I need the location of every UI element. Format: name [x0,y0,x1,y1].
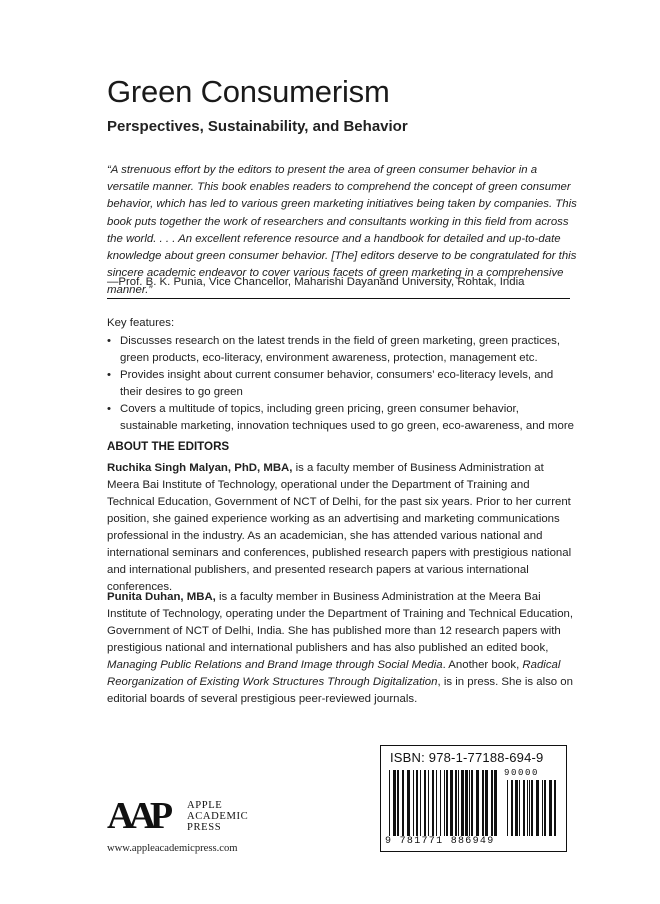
barcode-bar [485,770,488,836]
barcode-bar [444,770,445,836]
key-features-heading: Key features: [107,317,175,329]
publisher-name [187,800,248,833]
barcode-bar [554,780,556,836]
publisher-name-line: APPLE [187,800,223,811]
bullet-icon: • [107,335,111,347]
barcode-bar [402,770,404,836]
barcode-bar [455,770,457,836]
editor-bio-text: is a faculty member of Business Administration at Meera Bai Institute of Technology, operational under the Department of Training and Technical Education, Government of NCT of Delhi, for the past six years. Prior to her current position, she gained experience working as an advertising and marketing communications professional in the industry. As an academician, she has attended various national and international seminars and conferences, published research papers with prestigious national and international publishers, and presented research papers at various international conferences. [107,462,572,593]
ean-barcode [389,770,499,836]
barcode-bar [482,770,484,836]
barcode-bar [440,770,441,836]
list-item [107,333,577,367]
book-title-italic: Radical Reorganization of Existing Work Structures Through Digitalization [107,659,561,688]
book-subtitle: Perspectives, Sustainability, and Behavior [107,118,408,135]
barcode-bar [413,770,414,836]
list-item [107,401,577,435]
list-item [107,367,577,401]
endorsement-quote: “A strenuous effort by the editors to present the area of green consumer behavior in a versatile manner. This book enables readers to comprehend the concept of green consumer behavior, which has led to various green marketing initiatives being taken by companies. This book puts together the work of researchers and consultants working in this field from across the world. . . . An excellent reference resource and a handbook for detailed and up-to-date knowledge about green consumer behavior. [The] editors deserve to be congratulated for this sincere academic endeavor to cover various facets of green marketing in a comprehensive manner.” [107,164,577,297]
barcode-bar [407,770,410,836]
barcode-bar [544,780,546,836]
divider-rule [107,298,570,299]
key-features-list [107,333,577,435]
barcode-bar [549,780,552,836]
editor-bio-malyan [107,460,577,596]
barcode-bar [523,780,525,836]
barcode-bar [494,770,497,836]
feature-text: Discusses research on the latest trends in the field of green marketing, green practices, green products, eco-literacy, environment awareness, protection, management etc. [120,335,561,364]
barcode-bar [461,770,464,836]
barcode-bar [420,770,421,836]
barcode-bar [542,780,543,836]
barcode-bar [446,770,448,836]
barcode-bar [476,770,479,836]
barcode-bar [450,770,453,836]
editor-name: Ruchika Singh Malyan, PhD, MBA, [107,462,293,474]
barcode-bar [511,780,513,836]
barcode-bar [507,780,508,836]
barcode-bar [465,770,468,836]
publisher-name-line: ACADEMIC [187,811,249,822]
editor-bio-text: . Another book, [442,659,523,671]
editor-bio-text: is a faculty member in Business Administration at the Meera Bai Institute of Technology, operating under the Department of Training and Technical Education, Government of NCT of Delhi, India. She has published more than 12 research papers with prestigious national and international publishers and has also published an edited book, [107,591,574,654]
book-title-italic: Managing Public Relations and Brand Image through Social Media [107,659,443,671]
feature-text: Provides insight about current consumer behavior, consumers’ eco-literacy levels, and their desires to go green [120,369,554,398]
bullet-icon: • [107,369,111,381]
barcode-bar [428,770,429,836]
barcode-bar [393,770,396,836]
publisher-logo [107,796,267,836]
barcode-bar [491,770,493,836]
barcode-bar [515,780,518,836]
barcode-bar [529,780,530,836]
barcode-bar [519,780,520,836]
barcode-bar [458,770,459,836]
isbn-label: ISBN: 978-1-77188-694-9 [390,750,544,765]
editor-name: Punita Duhan, MBA, [107,591,216,603]
barcode-bar [416,770,418,836]
bullet-icon: • [107,403,111,415]
addon-barcode [507,780,559,836]
publisher-name-line: PRESS [187,822,222,833]
barcode-bar [536,780,539,836]
price-code: 90000 [504,768,540,778]
barcode-bar [389,770,390,836]
endorsement-attribution: —Prof. B. K. Punia, Vice Chancellor, Maharishi Dayanand University, Rohtak, India [107,276,525,288]
feature-text: Covers a multitude of topics, including green pricing, green consumer behavior, sustainable marketing, innovation techniques used to go green, eco-awareness, and more [120,403,575,432]
barcode-bar [471,770,473,836]
barcode-bar [531,780,533,836]
editor-bio-text: , is in press. She is also on editorial boards of several prestigious peer-reviewed journals. [107,676,573,705]
barcode-bar [436,770,437,836]
aap-logo-mark: AAP [107,795,168,837]
barcode-bar [527,780,528,836]
barcode-bar [424,770,426,836]
barcode-digits: 9 781771 886949 [385,836,495,847]
publisher-website: www.appleacademicpress.com [107,843,238,854]
barcode-bar [397,770,399,836]
book-title: Green Consumerism [107,74,390,109]
editor-bio-duhan [107,589,577,708]
barcode-bar [469,770,470,836]
editors-heading: ABOUT THE EDITORS [107,440,230,453]
barcode-bar [432,770,434,836]
